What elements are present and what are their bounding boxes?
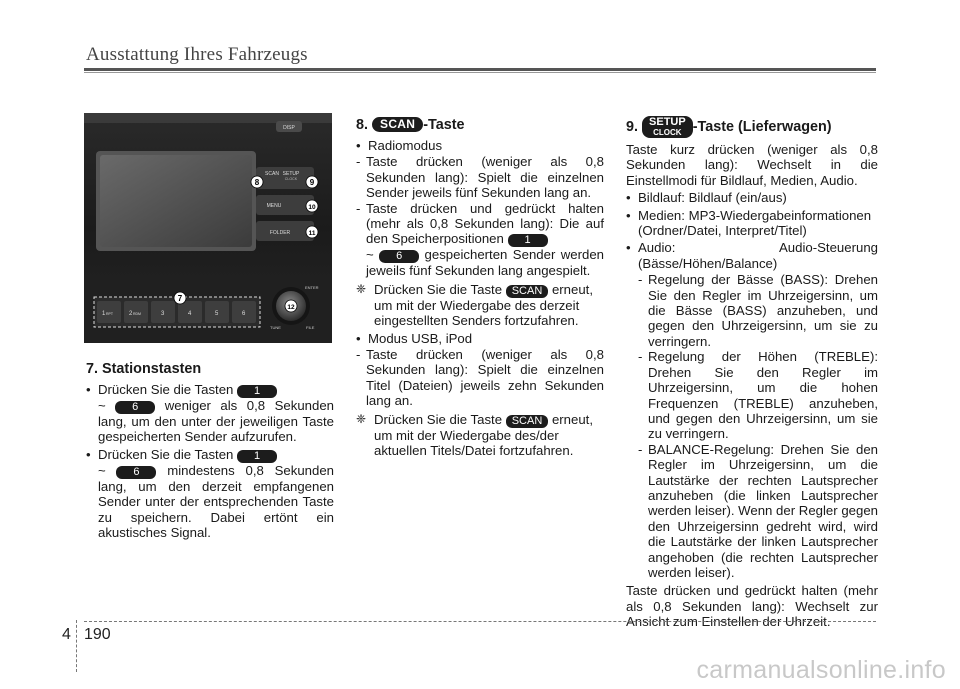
callout-8-label: 8	[254, 178, 260, 187]
folder-button-label: FOLDER	[269, 230, 291, 236]
page-number-value: 190	[84, 626, 111, 643]
setup-clock-key-badge: SETUP CLOCK	[642, 116, 693, 138]
enter-label: ENTER	[305, 285, 319, 290]
section8-title: 8. SCAN -Taste	[356, 117, 465, 133]
running-header: Ausstattung Ihres Fahrzeugs	[86, 44, 308, 65]
preset-2-label: 2	[129, 311, 133, 317]
menu-button-label: MENU	[266, 203, 282, 209]
scan-key-badge: SCAN	[506, 285, 549, 298]
preset-5-label: 5	[215, 311, 219, 317]
preset-1-label: 1	[102, 311, 106, 317]
footer-rule	[84, 621, 876, 622]
header-rule	[84, 68, 876, 71]
bullet-media-mode: • Modus USB, iPod	[356, 331, 604, 346]
key-1-badge: 1	[237, 385, 277, 398]
preset-6-label: 6	[242, 311, 246, 317]
scan-key-badge: SCAN	[372, 117, 423, 132]
header-rule-thin	[84, 72, 876, 73]
chapter-number: 4	[62, 626, 71, 643]
callout-11-label: 11	[308, 230, 316, 237]
section7-title: 7. Stationstasten	[86, 361, 202, 377]
disp-button-label: DISP	[283, 125, 295, 131]
section9-outro: Taste drücken und gedrückt halten (mehr als 0,8 Sekunden lang): Wechselt zur Ansicht zum Einstellen der Uhrzeit.	[626, 583, 878, 630]
key-6-badge: 6	[116, 466, 156, 479]
bullet-audio: • Audio: Audio-Steuerung (Bässe/Höhen/Balance)	[626, 240, 878, 271]
key-6-badge: 6	[379, 250, 419, 263]
radio-unit-figure	[84, 113, 332, 343]
column-3	[626, 116, 878, 630]
callout-12-label: 12	[287, 304, 295, 311]
scan-button-label: SCAN	[265, 171, 279, 177]
scan-key-badge: SCAN	[506, 415, 549, 428]
watermark: carmanualsonline.info	[696, 656, 946, 684]
radio-short-press: - Taste drücken (weniger als 0,8 Sekunden lang): Spielt die einzelnen Sender jeweils fünf Sekunden lang an.	[356, 154, 604, 201]
section9-title: 9. SETUP CLOCK -Taste (Lieferwagen)	[626, 116, 832, 137]
balance-setting: - BALANCE-Regelung: Drehen Sie den Regler im Uhrzeigersinn, um die Lautstärke der rechten Lautsprecher anzuheben (die linken Lautsprecher werden leiser). Wenn der Regler gegen den Uhrzeigersinn gedreht wird, wird die Lautstärke der linken Lautsprecher angehoben (die rechten Lautsprecher werden leiser).	[638, 441, 878, 580]
footer-divider	[76, 620, 77, 672]
callout-9-label: 9	[309, 178, 315, 187]
column-1	[86, 360, 334, 541]
callout-10-label: 10	[308, 204, 316, 211]
preset-1-sub: RPT	[106, 312, 113, 316]
tune-label: TUNE	[270, 325, 281, 330]
section9-intro: Taste kurz drücken (weniger als 0,8 Sekunden lang): Wechselt in die Einstellmodi für Bildlauf, Medien, Audio.	[626, 142, 878, 188]
note-radio: ❈ Drücken Sie die Taste SCAN erneut, um mit der Wiedergabe des derzeit eingestellten Senders fortzufahren.	[356, 281, 594, 329]
display-screen	[100, 155, 252, 247]
menu-button	[256, 195, 314, 215]
key-1-badge: 1	[508, 234, 548, 247]
callout-7-label: 7	[177, 294, 183, 303]
radio-long-press: - Taste drücken und gedrückt halten (mehr als 0,8 Sekunden lang): Die auf den Speicherpositionen 1 ~ 6 gespeicherten Sender werden jeweils fünf Sekunden lang angespielt.	[356, 200, 604, 279]
section7-item-1: • Drücken Sie die Tasten 1 ~ 6 weniger als 0,8 Sekunden lang, um den unter der jeweiligen Taste gespeicherten Sender aufzurufen.	[86, 382, 334, 445]
section7-item-2: • Drücken Sie die Tasten 1 ~ 6 mindestens 0,8 Sekunden lang, um den derzeit empfangenen Sender unter der entsprechenden Taste zu speichern. Dabei ertönt ein akustisches Signal.	[86, 447, 334, 541]
media-short-press: - Taste drücken (weniger als 0,8 Sekunden lang): Spielt die einzelnen Titel (Dateien) jeweils zehn Sekunden lang an.	[356, 347, 604, 409]
preset-4-label: 4	[188, 311, 192, 317]
setup-button-label: SETUP	[282, 171, 300, 177]
bass-setting: - Regelung der Bässe (BASS): Drehen Sie den Regler im Uhrzeigersinn, um die Bässe (BASS) anzuheben, und gegen den Uhrzeigersinn, um sie zu verringern.	[638, 272, 878, 349]
preset-3-label: 3	[161, 311, 165, 317]
key-6-badge: 6	[115, 401, 155, 414]
note-media: ❈ Drücken Sie die Taste SCAN erneut, um mit der Wiedergabe des/der aktuellen Titels/Datei fortzufahren.	[356, 411, 594, 459]
bullet-scroll: • Bildlauf: Bildlauf (ein/aus)	[626, 190, 878, 205]
key-1-badge: 1	[237, 450, 277, 463]
preset-2-sub: RDM	[133, 312, 141, 316]
file-label: FILE	[306, 325, 315, 330]
bullet-media: • Medien: MP3-Wiedergabeinformationen (Ordner/Datei, Interpret/Titel)	[626, 208, 878, 239]
treble-setting: - Regelung der Höhen (TREBLE): Drehen Sie den Regler im Uhrzeigersinn, um die hohen Frequenzen (TREBLE) anzuheben, und gegen den Uhrzeigersinn, um sie zu verringern.	[638, 349, 878, 442]
column-2	[356, 116, 604, 459]
bullet-radio-mode: • Radiomodus	[356, 138, 604, 153]
clock-button-label: CLOCK	[284, 177, 298, 181]
